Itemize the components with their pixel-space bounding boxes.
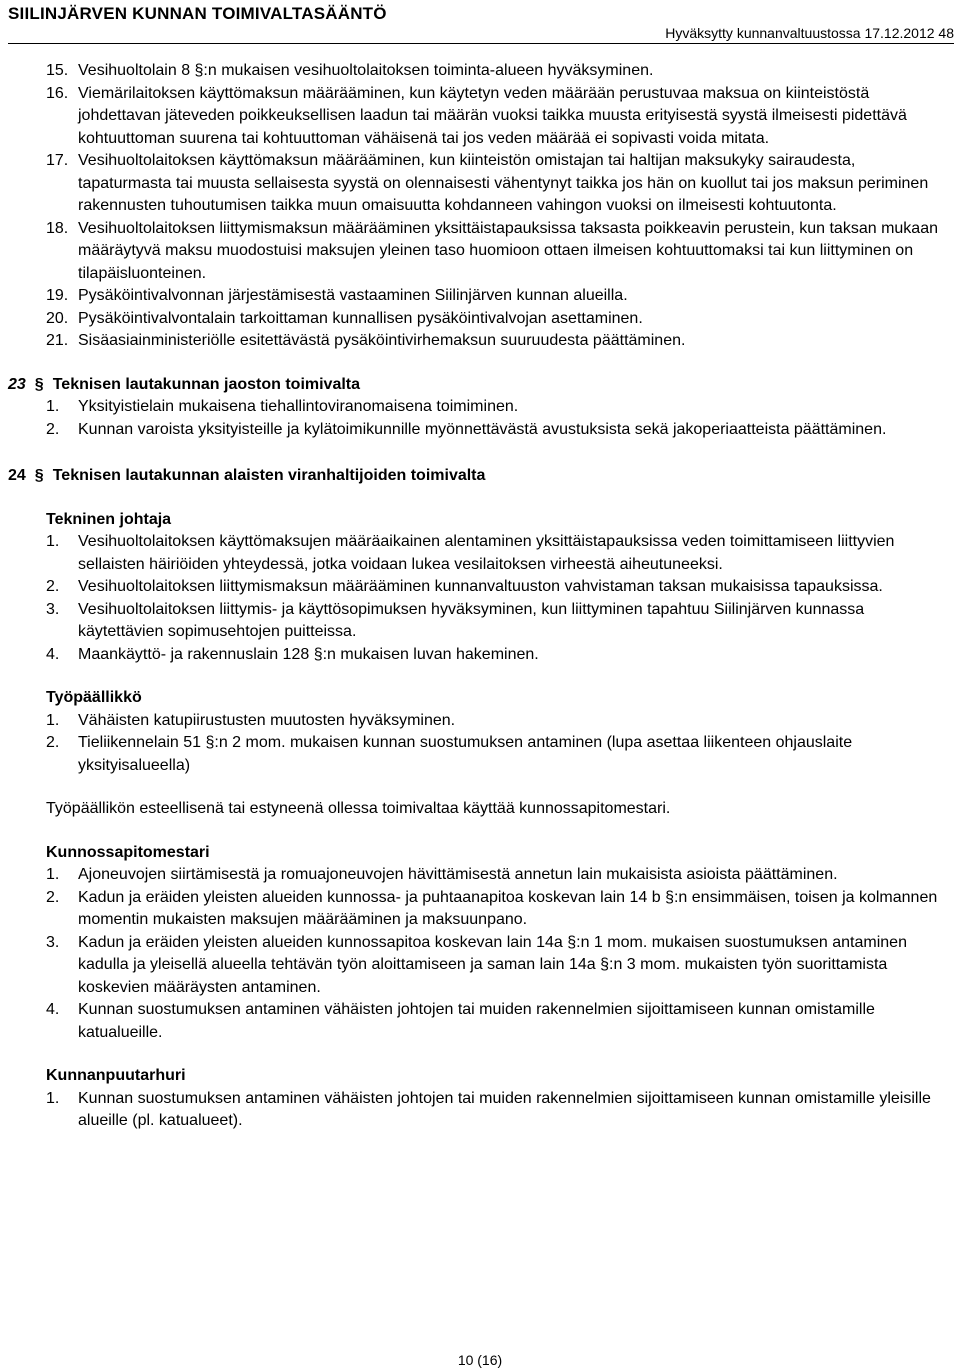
list-item: 18. Vesihuoltolaitoksen liittymismaksun määrääminen yksittäistapauksissa taksasta poikkeavin perustein, kun taksan mukaan määräytyvä maksu muodostuisi maksujen yleinen taso huomioon ottaen ilmeisen kohtuuttomaksi tai kun liittyminen on tilapäisluonteinen. bbox=[46, 219, 938, 282]
tekninen-johtaja-heading: Tekninen johtaja bbox=[46, 510, 172, 528]
list-item: 4. Maankäyttö- ja rakennuslain 128 §:n mukaisen luvan hakeminen. bbox=[46, 645, 539, 663]
list-item: 20. Pysäköintivalvontalain tarkoittaman kunnallisen pysäköintivalvojan asettaminen. bbox=[46, 309, 643, 327]
section-sign-icon: § bbox=[34, 467, 44, 484]
section-24-heading: 24 § Teknisen lautakunnan alaisten viranhaltijoiden toimivalta bbox=[0, 465, 960, 488]
header-divider bbox=[8, 43, 954, 44]
list-item: 3. Kadun ja eräiden yleisten alueiden kunnossapitoa koskevan lain 14a §:n 1 mom. mukaisen suostumuksen antaminen kadulla ja yleisellä alueella tehtävän työn aloittamiseen ja saman lain 14a §:n 3 mom. mukaisten työn suorittamista koskevien määräysten antaminen. bbox=[46, 933, 907, 996]
kunnanpuutarhuri-list bbox=[0, 1088, 960, 1133]
approval-note: Hyväksytty kunnanvaltuustossa 17.12.2012 48 bbox=[665, 25, 954, 41]
list-item: 2. Vesihuoltolaitoksen liittymismaksun määrääminen kunnanvaltuuston vahvistaman taksan mukaisissa tapauksissa. bbox=[46, 578, 883, 595]
section-23-heading: 23 § Teknisen lautakunnan jaoston toimivalta bbox=[0, 374, 960, 397]
document-title: SIILINJÄRVEN KUNNAN TOIMIVALTASÄÄNTÖ bbox=[8, 4, 387, 23]
list-item: 19. Pysäköintivalvonnan järjestämisestä vastaaminen Siilinjärven kunnan alueilla. bbox=[46, 287, 628, 304]
list-item: 2. Kadun ja eräiden yleisten alueiden kunnossa- ja puhtaanapitoa koskevan lain 14 b §:n ensimmäisen, toisen ja kolmannen momentin mukaisten maksujen määrääminen ja maksuunpano. bbox=[46, 888, 938, 928]
tyopaallikko-heading: Työpäällikkö bbox=[46, 689, 142, 706]
list-item: 3. Vesihuoltolaitoksen liittymis- ja käyttösopimuksen hyväksyminen, kun liittyminen tapahtuu Siilinjärven kunnassa käytettävien sopimusehtojen puitteissa. bbox=[46, 600, 865, 640]
list-continued bbox=[0, 60, 960, 353]
list-item: 16. Viemärilaitoksen käyttömaksun määrääminen, kun käytetyn veden määrään perustuvaa maksua on kiinteistöstä johdettavan jäteveden poikkeuksellisen laadun tai määrän vuoksi taikka muusta erityisestä syystä ilmeisesti pidettävä kohtuuttoman suurena tai kohtuuttoman vähäisenä tai jos veden määrää ei sopivasti voida mitata. bbox=[46, 84, 907, 147]
list-item: 1. Kunnan suostumuksen antaminen vähäisten johtojen tai muiden rakennelmien sijoittamiseen kunnan omistamille yleisille alueille (pl. katualueet). bbox=[46, 1089, 931, 1129]
tyopaallikko-note: Työpäällikön esteellisenä tai estyneenä ollessa toimivaltaa käyttää kunnossapitomestari. bbox=[46, 800, 671, 817]
list-item: 15. Vesihuoltolain 8 §:n mukaisen vesihuoltolaitoksen toiminta-alueen hyväksyminen. bbox=[46, 62, 654, 79]
page-number: 10 (16) bbox=[457, 1352, 503, 1368]
list-item: 17. Vesihuoltolaitoksen käyttömaksun määrääminen, kun kiinteistön omistajan tai haltijan maksukyky sairaudesta, tapaturmasta tai muusta sellaisesta syystä on olennaisesti vähentynyt taikka jos hän on kuollut tai jos maksun periminen rakennusten tuhoutumisen taikka muun omaisuutta kohdanneen vahingon vuoksi on ilmeisesti kohtuutonta. bbox=[46, 152, 929, 214]
list-item: 1. Yksityistielain mukaisena tiehallintoviranomaisena toimiminen. bbox=[46, 398, 519, 415]
list-item: 4. Kunnan suostumuksen antaminen vähäisten johtojen tai muiden rakennelmien sijoittamiseen kunnan omistamille katualueille. bbox=[46, 1001, 875, 1041]
list-item: 2. Tieliikennelain 51 §:n 2 mom. mukaisen kunnan suostumuksen antaminen (lupa asettaa liikenteen ohjauslaite yksityisalueella) bbox=[46, 734, 853, 774]
kunnanpuutarhuri-heading: Kunnanpuutarhuri bbox=[46, 1067, 186, 1084]
list-item: 1. Vähäisten katupiirustusten muutosten hyväksyminen. bbox=[46, 711, 456, 729]
page-header bbox=[0, 0, 960, 44]
list-item: 21. Sisäasiainministeriölle esitettävästä pysäköintivirhemaksun suuruudesta päättäminen. bbox=[46, 332, 686, 349]
list-item: 2. Kunnan varoista yksityisteille ja kylätoimikunnille myönnettävästä avustuksista sekä jakoperiaatteista päättäminen. bbox=[46, 420, 887, 438]
list-item: 1. Ajoneuvojen siirtämisestä ja romuajoneuvojen hävittämisestä annetun lain mukaisista asioista päättäminen. bbox=[46, 866, 838, 883]
kunnossapitomestari-list bbox=[0, 864, 960, 1044]
kunnossapitomestari-heading: Kunnossapitomestari bbox=[46, 843, 210, 861]
tekninen-johtaja-list bbox=[0, 531, 960, 666]
document-body bbox=[0, 60, 960, 1133]
section-sign-icon: § bbox=[34, 375, 44, 393]
list-item: 1. Vesihuoltolaitoksen käyttömaksujen määräaikainen alentaminen yksittäistapauksissa veden toimittamiseen liittyvien sellaisten häiriöiden yhteydessä, jotka voidaan lukea vesilaitoksen virheestä aiheutuneeksi. bbox=[46, 533, 895, 573]
section-23-list bbox=[0, 396, 960, 441]
tyopaallikko-list bbox=[0, 710, 960, 778]
